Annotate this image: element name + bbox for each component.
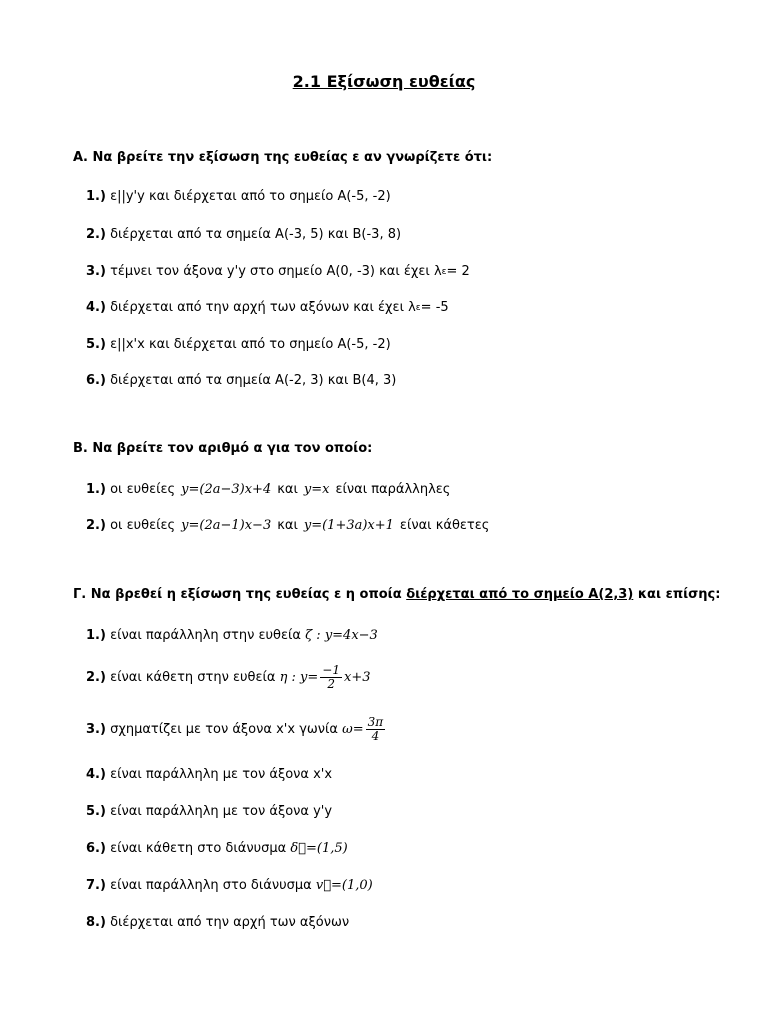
item-text: είναι κάθετη στο διάνυσμα	[110, 841, 287, 856]
item-text: και	[277, 518, 298, 533]
lambda-subscript: ε	[415, 302, 421, 313]
item-text: ε||x'x και διέρχεται από το σημείο Α(-5, -2)	[110, 337, 391, 352]
item-text-tail: = 2	[446, 264, 470, 279]
fraction-numerator: −1	[322, 663, 340, 677]
item-number: 2.)	[86, 518, 106, 533]
item-text: οι ευθείες	[110, 482, 176, 497]
equation: v⃗=(1,0)	[315, 878, 373, 893]
item-text: ε||y'y και διέρχεται από το σημείο Α(-5, -2)	[110, 189, 391, 204]
page-title: 2.1 Εξίσωση ευθείας	[292, 72, 476, 91]
item-text: διέρχεται από τα σημεία Α(-2, 3) και Β(4, 3)	[110, 373, 397, 388]
list-item	[86, 628, 378, 643]
section-b-heading: Β. Να βρείτε τον αριθμό α για τον οποίο:	[73, 441, 373, 456]
fraction-numerator: 3π	[367, 715, 384, 729]
equation-tail: x+3	[344, 670, 371, 685]
item-text: τέμνει τον άξονα y'y στο σημείο Α(0, -3) και έχει λ	[110, 264, 442, 279]
list-item	[86, 337, 391, 352]
list-item	[86, 841, 348, 856]
list-item	[86, 767, 332, 782]
list-item	[86, 482, 450, 497]
item-number: 3.)	[86, 264, 106, 279]
item-text: είναι κάθετες	[399, 518, 490, 533]
list-item	[86, 373, 396, 388]
item-number: 3.)	[86, 722, 106, 737]
equation: ω=	[342, 722, 364, 737]
item-number: 4.)	[86, 767, 106, 782]
item-number: 6.)	[86, 841, 106, 856]
list-item	[86, 716, 387, 743]
section-c-heading-text: Γ. Να βρεθεί η εξίσωση της ευθείας ε η οποία	[73, 587, 407, 602]
fraction-denominator: 4	[371, 729, 380, 743]
fraction-denominator: 2	[327, 677, 335, 691]
item-text: είναι παράλληλες	[335, 482, 451, 497]
equation: y=x	[303, 482, 330, 497]
item-number: 2.)	[86, 227, 106, 242]
list-item	[86, 664, 371, 691]
item-text: είναι παράλληλη στο διάνυσμα	[110, 878, 312, 893]
item-text: είναι κάθετη στην ευθεία	[110, 670, 276, 685]
equation: δ⃗=(1,5)	[290, 841, 348, 856]
item-text: είναι παράλληλη με τον άξονα x'x	[110, 767, 333, 782]
equation: y=(2a−3)x+4	[181, 482, 272, 497]
item-number: 2.)	[86, 670, 106, 685]
list-item	[86, 804, 332, 819]
item-text: διέρχεται από τα σημεία Α(-3, 5) και Β(-3, 8)	[110, 227, 402, 242]
section-c-heading-underlined: διέρχεται από το σημείο Α(2,3)	[406, 587, 634, 602]
item-text: και	[277, 482, 298, 497]
section-c-heading	[73, 587, 720, 602]
fraction	[320, 664, 342, 691]
equation: y=(1+3a)x+1	[303, 518, 394, 533]
equation: η : y=	[279, 670, 319, 685]
item-text: σχηματίζει με τον άξονα x'x γωνία	[110, 722, 339, 737]
item-number: 5.)	[86, 337, 106, 352]
item-number: 6.)	[86, 373, 106, 388]
fraction	[366, 716, 386, 743]
equation: y=(2a−1)x−3	[181, 518, 272, 533]
item-text: διέρχεται από την αρχή των αξόνων	[110, 915, 350, 930]
list-item	[86, 878, 373, 893]
item-number: 1.)	[86, 482, 106, 497]
item-text-tail: = -5	[420, 300, 449, 315]
list-item	[86, 518, 489, 533]
item-text: είναι παράλληλη στην ευθεία	[110, 628, 301, 643]
item-number: 7.)	[86, 878, 106, 893]
item-number: 8.)	[86, 915, 106, 930]
item-text: είναι παράλληλη με τον άξονα y'y	[110, 804, 333, 819]
list-item	[86, 227, 401, 242]
section-a-heading: Α. Να βρείτε την εξίσωση της ευθείας ε αν γνωρίζετε ότι:	[73, 150, 493, 165]
equation: ζ : y=4x−3	[305, 628, 378, 643]
item-number: 5.)	[86, 804, 106, 819]
list-item	[86, 300, 449, 315]
lambda-subscript: ε	[441, 266, 447, 277]
list-item	[86, 189, 391, 204]
list-item	[86, 915, 349, 930]
item-text: διέρχεται από την αρχή των αξόνων και έχει λ	[110, 300, 416, 315]
item-text: οι ευθείες	[110, 518, 176, 533]
section-c-heading-tail: και επίσης:	[633, 587, 721, 602]
list-item	[86, 264, 470, 279]
item-number: 1.)	[86, 189, 106, 204]
item-number: 4.)	[86, 300, 106, 315]
item-number: 1.)	[86, 628, 106, 643]
